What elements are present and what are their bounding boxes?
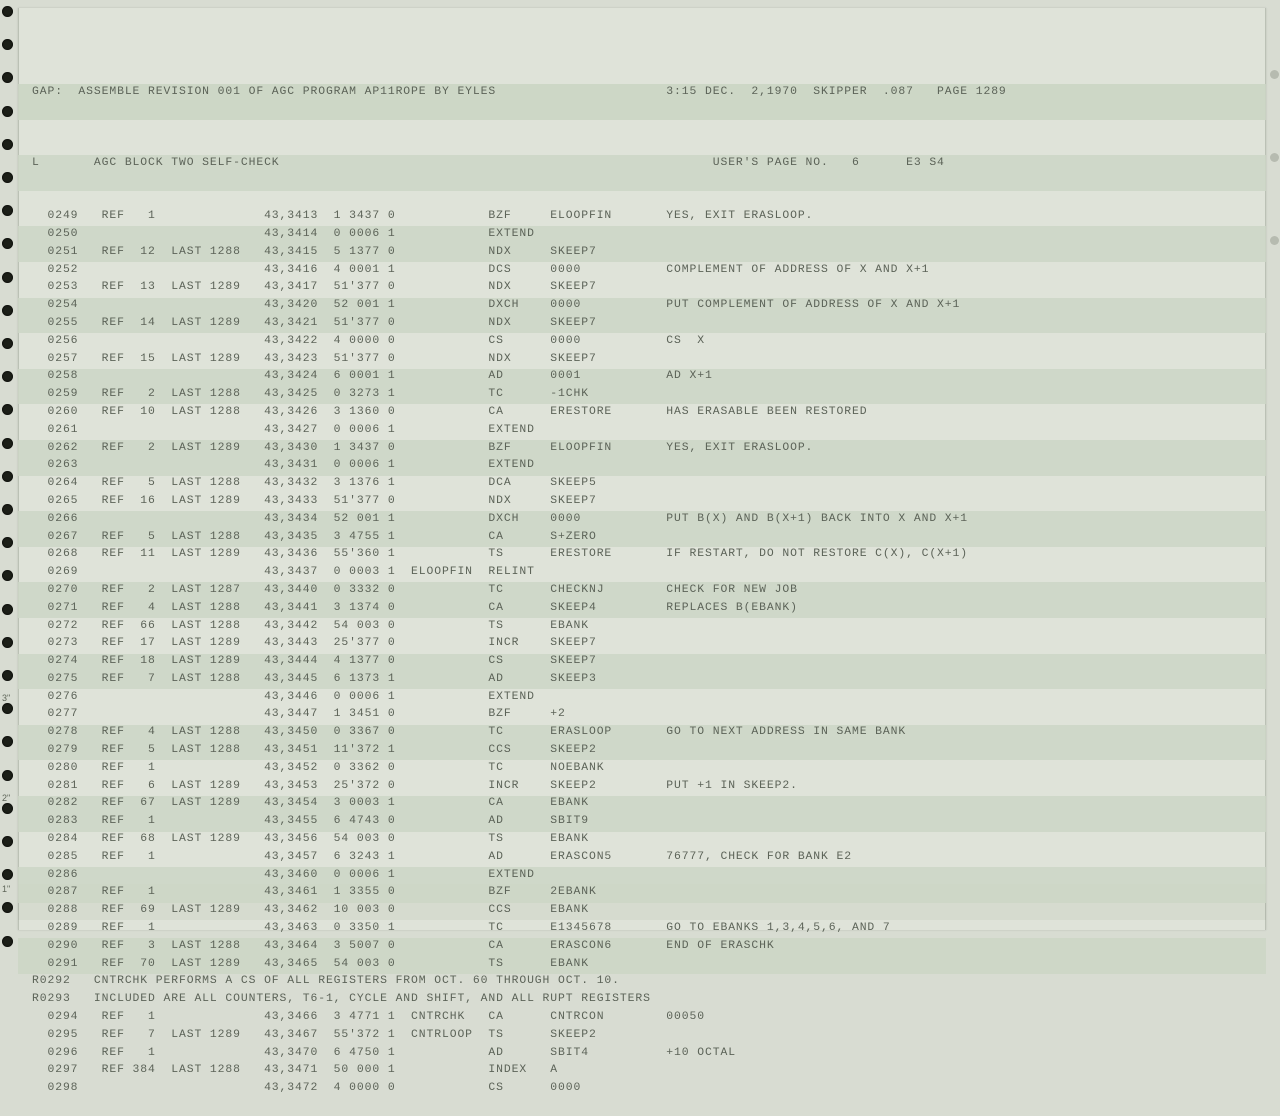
header-line-1: GAP: ASSEMBLE REVISION 001 OF AGC PROGRAM AP11ROPE BY EYLES 3:15 DEC. 2,1970 SKIPPER .087 PAGE 1289 xyxy=(32,85,1007,98)
listing-line: 0258 43,3424 6 0001 1 AD 0001 AD X+1 xyxy=(32,370,713,383)
listing-line: 0285 REF 1 43,3457 6 3243 1 AD ERASCON5 76777, CHECK FOR BANK E2 xyxy=(32,850,852,863)
feed-hole xyxy=(2,371,13,382)
listing-line: 0265 REF 16 LAST 1289 43,3433 51'377 0 NDX SKEEP7 xyxy=(32,494,597,507)
listing-line: 0295 REF 7 LAST 1289 43,3467 55'372 1 CNTRLOOP TS SKEEP2 xyxy=(32,1028,597,1041)
feed-hole xyxy=(2,570,13,581)
printed-text xyxy=(32,48,1212,1116)
listing-line: 0256 43,3422 4 0000 0 CS 0000 CS X xyxy=(32,334,705,347)
listing-line: R0293 INCLUDED ARE ALL COUNTERS, T6-1, CYCLE AND SHIFT, AND ALL RUPT REGISTERS xyxy=(32,993,651,1006)
listing-line: R0292 CNTRCHK PERFORMS A CS OF ALL REGISTERS FROM OCT. 60 THROUGH OCT. 10. xyxy=(32,975,620,988)
listing-line: 0251 REF 12 LAST 1288 43,3415 5 1377 0 NDX SKEEP7 xyxy=(32,245,597,258)
listing-line: 0280 REF 1 43,3452 0 3362 0 TC NOEBANK xyxy=(32,761,605,774)
feed-hole xyxy=(2,305,13,316)
feed-hole xyxy=(2,106,13,117)
feed-hole xyxy=(2,736,13,747)
listing-line: 0259 REF 2 LAST 1288 43,3425 0 3273 1 TC -1CHK xyxy=(32,388,589,401)
margin-ruler-mark: 1" xyxy=(2,884,11,894)
feed-hole xyxy=(2,504,13,515)
listing-line: 0275 REF 7 LAST 1288 43,3445 6 1373 1 AD SKEEP3 xyxy=(32,672,597,685)
feed-hole xyxy=(2,471,13,482)
feed-hole xyxy=(2,936,13,947)
feed-hole xyxy=(2,139,13,150)
listing-line: 0252 43,3416 4 0001 1 DCS 0000 COMPLEMENT OF ADDRESS OF X AND X+1 xyxy=(32,263,930,276)
feed-hole xyxy=(2,6,13,17)
listing-line: 0284 REF 68 LAST 1289 43,3456 54 003 0 TS EBANK xyxy=(32,833,589,846)
listing-line: 0286 43,3460 0 0006 1 EXTEND xyxy=(32,868,535,881)
listing-line: 0283 REF 1 43,3455 6 4743 0 AD SBIT9 xyxy=(32,815,589,828)
listing-line: 0274 REF 18 LAST 1289 43,3444 4 1377 0 CS SKEEP7 xyxy=(32,655,597,668)
listing-line: 0296 REF 1 43,3470 6 4750 1 AD SBIT4 +10 OCTAL xyxy=(32,1046,736,1059)
feed-hole xyxy=(2,803,13,814)
feed-hole xyxy=(2,604,13,615)
listing-line: 0270 REF 2 LAST 1287 43,3440 0 3332 0 TC CHECKNJ CHECK FOR NEW JOB xyxy=(32,583,798,596)
tractor-feed-holes-right xyxy=(1266,0,1280,943)
feed-hole xyxy=(2,39,13,50)
listing-line: 0297 REF 384 LAST 1288 43,3471 50 000 1 INDEX A xyxy=(32,1064,559,1077)
listing-line: 0290 REF 3 LAST 1288 43,3464 3 5007 0 CA ERASCON6 END OF ERASCHK xyxy=(32,939,775,952)
feed-hole xyxy=(2,637,13,648)
listing-line: 0294 REF 1 43,3466 3 4771 1 CNTRCHK CA CNTRCON 00050 xyxy=(32,1011,705,1024)
listing-line: 0253 REF 13 LAST 1289 43,3417 51'377 0 NDX SKEEP7 xyxy=(32,281,597,294)
listing-line: 0281 REF 6 LAST 1289 43,3453 25'372 0 INCR SKEEP2 PUT +1 IN SKEEP2. xyxy=(32,779,798,792)
listing-line: 0268 REF 11 LAST 1289 43,3436 55'360 1 TS ERESTORE IF RESTART, DO NOT RESTORE C(X), C(X+1) xyxy=(32,548,968,561)
listing-line: 0273 REF 17 LAST 1289 43,3443 25'377 0 INCR SKEEP7 xyxy=(32,637,597,650)
feed-hole xyxy=(2,272,13,283)
listing-line: 0271 REF 4 LAST 1288 43,3441 3 1374 0 CA SKEEP4 REPLACES B(EBANK) xyxy=(32,601,798,614)
feed-hole xyxy=(2,670,13,681)
listing-line: 0264 REF 5 LAST 1288 43,3432 3 1376 1 DCA SKEEP5 xyxy=(32,477,597,490)
feed-hole xyxy=(1270,153,1279,162)
feed-hole xyxy=(2,205,13,216)
feed-hole xyxy=(2,238,13,249)
listing-line: 0289 REF 1 43,3463 0 3350 1 TC E1345678 GO TO EBANKS 1,3,4,5,6, AND 7 xyxy=(32,922,891,935)
feed-hole xyxy=(2,72,13,83)
listing-line: 0254 43,3420 52 001 1 DXCH 0000 PUT COMPLEMENT OF ADDRESS OF X AND X+1 xyxy=(32,299,961,312)
listing-line: 0260 REF 10 LAST 1288 43,3426 3 1360 0 CA ERESTORE HAS ERASABLE BEEN RESTORED xyxy=(32,405,868,418)
feed-hole xyxy=(2,438,13,449)
feed-hole xyxy=(2,770,13,781)
feed-hole xyxy=(1270,236,1279,245)
header-line-2: L AGC BLOCK TWO SELF-CHECK USER'S PAGE NO. 6 E3 S4 xyxy=(32,156,945,169)
listing-line: 0263 43,3431 0 0006 1 EXTEND xyxy=(32,459,535,472)
listing-line: 0276 43,3446 0 0006 1 EXTEND xyxy=(32,690,535,703)
listing-line: 0272 REF 66 LAST 1288 43,3442 54 003 0 TS EBANK xyxy=(32,619,589,632)
margin-ruler-mark: 2" xyxy=(2,793,11,803)
feed-hole xyxy=(2,869,13,880)
feed-hole xyxy=(2,902,13,913)
listing-line: 0257 REF 15 LAST 1289 43,3423 51'377 0 NDX SKEEP7 xyxy=(32,352,597,365)
feed-hole xyxy=(2,404,13,415)
feed-hole xyxy=(2,537,13,548)
listing-line: 0255 REF 14 LAST 1289 43,3421 51'377 0 NDX SKEEP7 xyxy=(32,316,597,329)
margin-ruler-mark: 3" xyxy=(2,693,11,703)
listing-line: 0282 REF 67 LAST 1289 43,3454 3 0003 1 CA EBANK xyxy=(32,797,589,810)
listing-line: 0249 REF 1 43,3413 1 3437 0 BZF ELOOPFIN YES, EXIT ERASLOOP. xyxy=(32,210,814,223)
listing-line: 0277 43,3447 1 3451 0 BZF +2 xyxy=(32,708,566,721)
listing-line: 0278 REF 4 LAST 1288 43,3450 0 3367 0 TC ERASLOOP GO TO NEXT ADDRESS IN SAME BANK xyxy=(32,726,907,739)
listing-line: 0262 REF 2 LAST 1289 43,3430 1 3437 0 BZF ELOOPFIN YES, EXIT ERASLOOP. xyxy=(32,441,814,454)
listing-line: 0291 REF 70 LAST 1289 43,3465 54 003 0 TS EBANK xyxy=(32,957,589,970)
listing-line: 0250 43,3414 0 0006 1 EXTEND xyxy=(32,227,535,240)
listing-line: 0287 REF 1 43,3461 1 3355 0 BZF 2EBANK xyxy=(32,886,597,899)
listing-line: 0288 REF 69 LAST 1289 43,3462 10 003 0 CCS EBANK xyxy=(32,904,589,917)
listing-line: 0266 43,3434 52 001 1 DXCH 0000 PUT B(X) AND B(X+1) BACK INTO X AND X+1 xyxy=(32,512,968,525)
feed-hole xyxy=(1270,70,1279,79)
listing-line: 0261 43,3427 0 0006 1 EXTEND xyxy=(32,423,535,436)
feed-hole xyxy=(2,703,13,714)
feed-hole xyxy=(2,172,13,183)
feed-hole xyxy=(2,836,13,847)
feed-hole xyxy=(2,338,13,349)
listing-line: 0298 43,3472 4 0000 0 CS 0000 xyxy=(32,1082,582,1095)
listing-line: 0269 43,3437 0 0003 1 ELOOPFIN RELINT xyxy=(32,566,535,579)
listing-rows xyxy=(32,208,1212,1098)
listing-line: 0267 REF 5 LAST 1288 43,3435 3 4755 1 CA S+ZERO xyxy=(32,530,597,543)
listing-line: 0279 REF 5 LAST 1288 43,3451 11'372 1 CCS SKEEP2 xyxy=(32,744,597,757)
